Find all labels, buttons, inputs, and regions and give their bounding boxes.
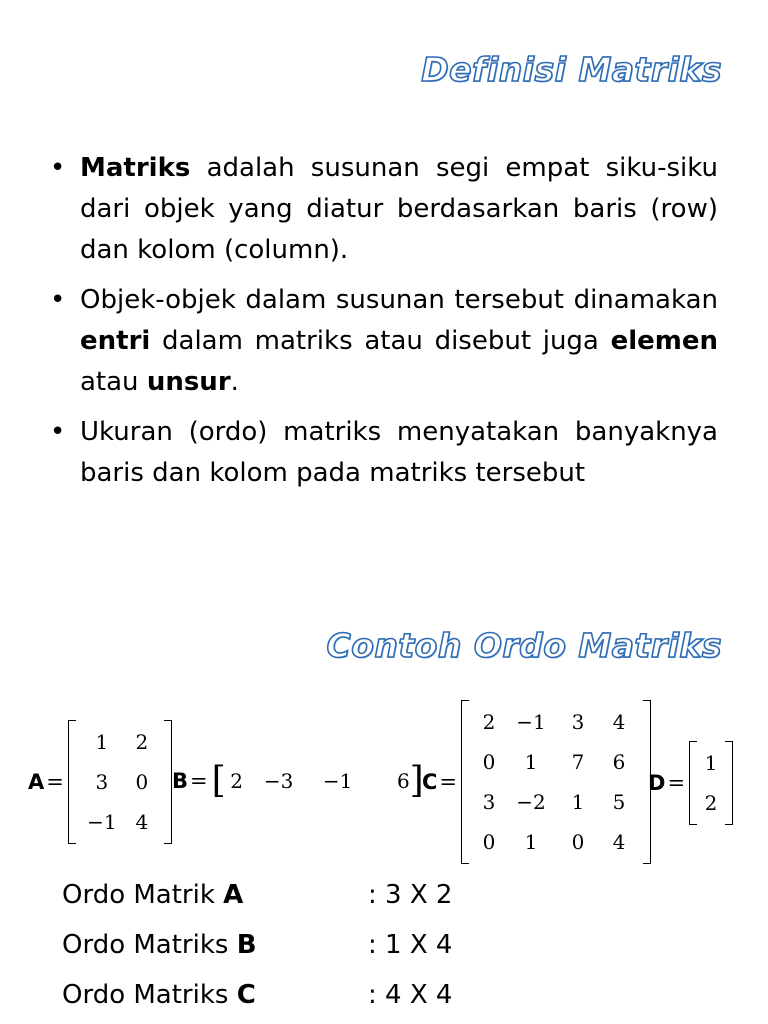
term-unsur: unsur (146, 367, 231, 397)
ordo-label (62, 870, 243, 920)
ordo-list (62, 870, 662, 1020)
matrix-cell: 2 (704, 791, 718, 815)
matrix-a-brackets (68, 720, 172, 844)
slide-title-example: Contoh Ordo Matriks (326, 626, 722, 665)
ordo-matrix-name: B (236, 930, 257, 960)
matrix-cell: −1 (87, 810, 117, 834)
left-bracket: [ (211, 760, 226, 801)
matrix-cell: 3 (482, 790, 496, 814)
matrix-d-grid (689, 741, 733, 825)
ordo-line-b (62, 920, 662, 970)
matrix-cell: −1 (322, 769, 353, 793)
matrix-a-grid (68, 720, 172, 844)
matrix-cell: 3 (571, 710, 585, 734)
matrix-b-label: B (172, 769, 189, 793)
ordo-line-a (62, 870, 662, 920)
matrix-c (422, 700, 651, 864)
ordo-value: : 4 X 4 (368, 980, 453, 1010)
bullet-item-order (50, 412, 718, 494)
ordo-prefix: Ordo Matriks (62, 930, 237, 960)
matrix-cell: 2 (135, 730, 149, 754)
matrix-cell: 4 (135, 810, 149, 834)
bullet-text: atau (80, 367, 147, 397)
matrix-a-label: A (28, 770, 45, 794)
matrix-cell: 1 (95, 730, 109, 754)
matrix-cell: 0 (482, 830, 496, 854)
matrix-d (648, 741, 733, 825)
definition-bullet-list (50, 148, 718, 503)
matrix-c-label: C (422, 770, 438, 794)
matrix-cell: 1 (704, 751, 718, 775)
matrix-cell: 5 (612, 790, 626, 814)
matrix-examples (28, 700, 748, 866)
matrix-cell: 1 (571, 790, 585, 814)
ordo-value: : 1 X 4 (368, 930, 453, 960)
equals-sign: = (190, 769, 208, 793)
matrix-b-row (212, 761, 424, 801)
equals-sign: = (46, 770, 64, 794)
matrix-cell: 4 (612, 710, 626, 734)
bullet-text: Ukuran (ordo) matriks menyatakan banyaknya baris dan kolom pada matriks tersebut (80, 417, 718, 488)
bullet-text: adalah susunan segi empat siku-siku dari objek yang diatur berdasarkan baris (row) dan kolom (column). (80, 153, 718, 265)
slide-title-definition: Definisi Matriks (421, 50, 722, 89)
matrix-c-grid (461, 700, 651, 864)
matrix-a (28, 720, 172, 844)
term-matriks: Matriks (80, 153, 191, 183)
matrix-cell: 2 (482, 710, 496, 734)
matrix-cell: 6 (396, 769, 410, 793)
right-bracket: ] (409, 760, 424, 801)
ordo-label (62, 970, 256, 1020)
matrix-cell: −2 (516, 790, 546, 814)
matrix-cell: −1 (516, 710, 546, 734)
matrix-cell: 2 (230, 769, 244, 793)
bullet-item-entries (50, 280, 718, 403)
matrix-cell: 7 (571, 750, 585, 774)
ordo-prefix: Ordo Matriks (62, 980, 237, 1010)
bullet-item-definition (50, 148, 718, 271)
matrix-cell: 4 (612, 830, 626, 854)
ordo-matrix-name: A (223, 880, 244, 910)
bullet-text: dalam matriks atau disebut juga (150, 326, 611, 356)
term-entri: entri (80, 326, 151, 356)
bullet-text: Objek-objek dalam susunan tersebut dinamakan (80, 285, 718, 315)
matrix-cell: 0 (571, 830, 585, 854)
matrix-c-brackets (461, 700, 651, 864)
matrix-b (172, 761, 424, 801)
ordo-matrix-name: C (236, 980, 256, 1010)
matrix-cell: 0 (135, 770, 149, 794)
ordo-label (62, 920, 257, 970)
term-elemen: elemen (610, 326, 718, 356)
ordo-line-c (62, 970, 662, 1020)
matrix-cell: 1 (524, 830, 538, 854)
matrix-cell: −3 (263, 769, 294, 793)
matrix-cell: 0 (482, 750, 496, 774)
matrix-d-label: D (648, 771, 666, 795)
ordo-value: : 3 X 2 (368, 880, 453, 910)
ordo-prefix: Ordo Matrik (62, 880, 224, 910)
matrix-cell: 1 (524, 750, 538, 774)
equals-sign: = (667, 771, 686, 795)
matrix-cell: 6 (612, 750, 626, 774)
bullet-text: . (230, 367, 239, 397)
matrix-d-brackets (689, 741, 733, 825)
equals-sign: = (439, 770, 458, 794)
matrix-cell: 3 (95, 770, 109, 794)
